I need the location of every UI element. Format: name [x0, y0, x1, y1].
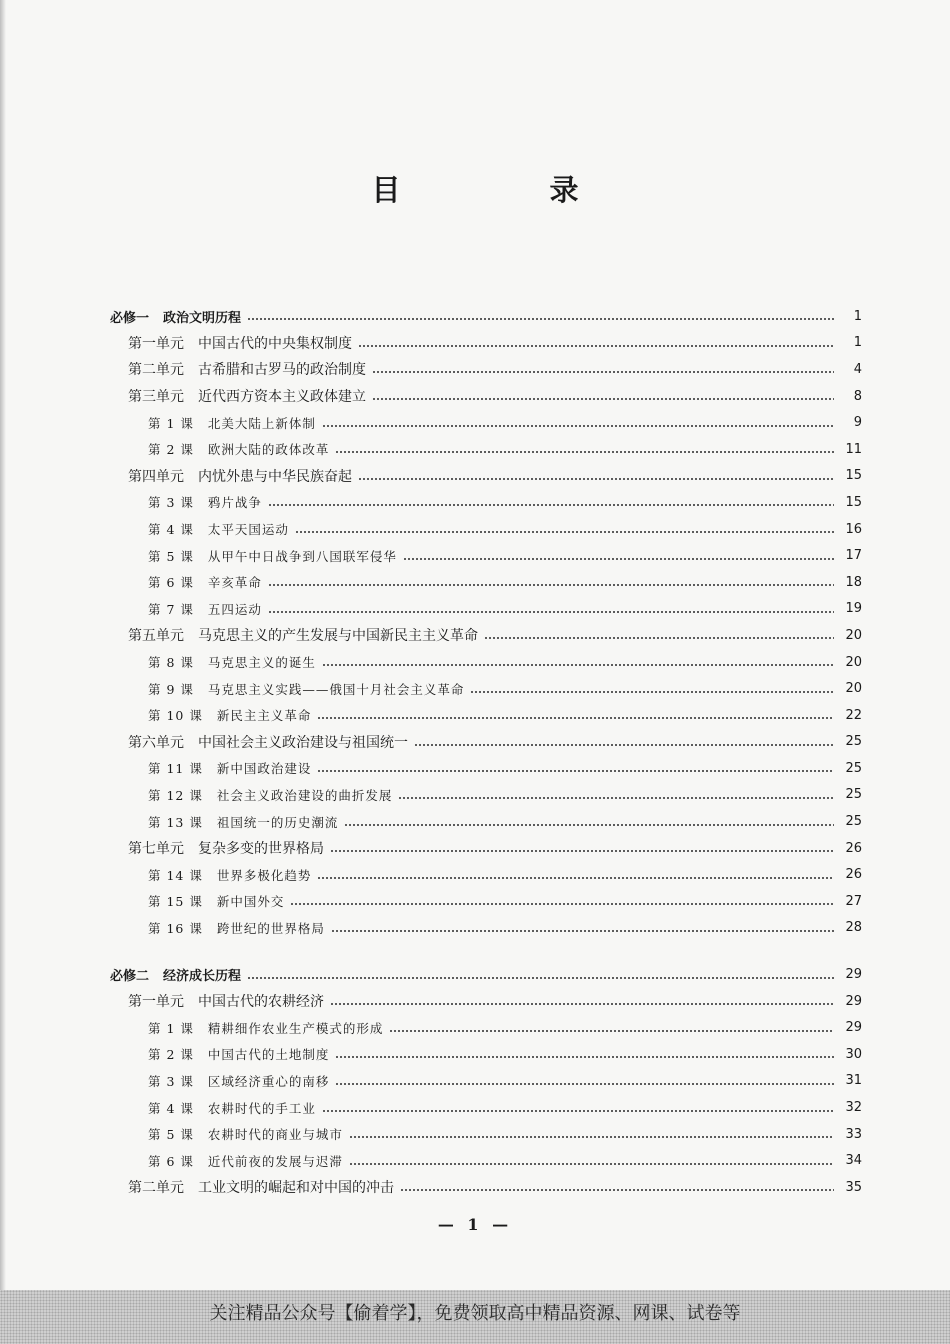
toc-entry-label: 第一单元: [128, 335, 184, 352]
toc-entry-page: 33: [845, 1126, 862, 1142]
toc-entry-page: 15: [845, 468, 862, 484]
toc-entry-lesson[interactable]: [110, 702, 862, 729]
dot-leader: [372, 388, 834, 404]
dot-leader: [322, 1100, 834, 1116]
dot-leader: [344, 814, 834, 830]
toc-entry-label: 第 16 课: [148, 920, 203, 936]
toc-entry-label: 第 3 课: [148, 1073, 194, 1089]
toc-entry-title: 马克思主义的诞生: [207, 655, 316, 671]
toc-entry-title: 中国社会主义政治建设与祖国统一: [198, 734, 408, 751]
table-of-contents: [110, 303, 862, 1201]
dot-leader: [268, 574, 834, 590]
dot-leader: [389, 1020, 834, 1036]
toc-entry-label: 第 7 课: [148, 601, 194, 617]
toc-entry-label: 第 4 课: [148, 522, 194, 538]
toc-entry-label: 第六单元: [128, 734, 184, 751]
toc-entry-title: 新民主主义革命: [216, 708, 312, 724]
toc-entry-title: 内忧外患与中华民族奋起: [198, 468, 352, 485]
toc-entry-label: 第 5 课: [148, 1127, 194, 1143]
toc-entry-label: 第 14 课: [148, 867, 203, 883]
toc-entry-title: 复杂多变的世界格局: [198, 841, 324, 858]
footer-banner-text: 关注精品公众号【偷着学】，免费领取高中精品资源、网课、试卷等: [209, 1303, 741, 1324]
toc-entry-page: 20: [845, 654, 862, 670]
toc-entry-page: 20: [845, 681, 862, 697]
section-gap: [110, 941, 862, 961]
dot-leader: [331, 920, 834, 936]
dot-leader: [358, 468, 834, 484]
dot-leader: [295, 521, 834, 537]
toc-entry-lesson[interactable]: [110, 861, 862, 888]
toc-entry-lesson[interactable]: [110, 675, 862, 702]
toc-entry-label: 第二单元: [128, 1180, 184, 1197]
dot-leader: [317, 867, 834, 883]
toc-entry-page: 20: [845, 627, 862, 643]
dot-leader: [268, 494, 834, 510]
toc-entry-title: 北美大陆上新体制: [207, 415, 316, 431]
toc-entry-unit[interactable]: [110, 835, 862, 862]
toc-entry-lesson[interactable]: [110, 569, 862, 596]
toc-entry-label: 第五单元: [128, 628, 184, 645]
toc-entry-label: 第 5 课: [148, 548, 194, 564]
toc-entry-unit[interactable]: [110, 988, 862, 1015]
dot-leader: [322, 415, 834, 431]
toc-entry-title: 工业文明的崛起和对中国的冲击: [198, 1180, 394, 1197]
toc-entry-title: 社会主义政治建设的曲折发展: [216, 787, 393, 803]
toc-entry-lesson[interactable]: [110, 1094, 862, 1121]
toc-entry-title: 世界多极化趋势: [216, 867, 312, 883]
toc-entry-page: 9: [853, 415, 862, 431]
dot-leader: [290, 893, 834, 909]
toc-entry-label: 第 10 课: [148, 708, 203, 724]
toc-entry-title: 中国古代的中央集权制度: [198, 335, 352, 352]
dot-leader: [335, 441, 834, 457]
dot-leader: [398, 787, 834, 803]
toc-entry-lesson[interactable]: [110, 409, 862, 436]
dot-leader: [322, 654, 834, 670]
toc-entry-module[interactable]: [110, 961, 862, 988]
toc-entry-page: 4: [853, 361, 862, 377]
dot-leader: [349, 1126, 834, 1142]
toc-entry-lesson[interactable]: [110, 808, 862, 835]
toc-entry-page: 34: [845, 1153, 862, 1169]
toc-entry-title: 政治文明历程: [163, 310, 242, 326]
toc-entry-title: 近代前夜的发展与迟滞: [207, 1153, 343, 1169]
dot-leader: [330, 840, 834, 856]
toc-entry-title: 从甲午中日战争到八国联军侵华: [207, 548, 397, 564]
toc-entry-label: 第 9 课: [148, 681, 194, 697]
dot-leader: [358, 335, 834, 351]
toc-entry-title: 古希腊和古罗马的政治制度: [198, 362, 366, 379]
dot-leader: [335, 1073, 834, 1089]
toc-entry-label: 第 8 课: [148, 655, 194, 671]
toc-entry-title: 太平天国运动: [207, 522, 289, 538]
toc-entry-page: 25: [845, 760, 862, 776]
toc-entry-title: 欧洲大陆的政体改革: [207, 442, 330, 458]
toc-entry-label: 第三单元: [128, 389, 184, 406]
toc-entry-lesson[interactable]: [110, 489, 862, 516]
toc-entry-lesson[interactable]: [110, 1147, 862, 1174]
toc-entry-label: 第二单元: [128, 362, 184, 379]
toc-entry-label: 第 12 课: [148, 787, 203, 803]
toc-entry-title: 中国古代的农耕经济: [198, 994, 324, 1011]
toc-entry-page: 1: [853, 335, 862, 351]
toc-entry-page: 29: [845, 993, 862, 1009]
toc-entry-page: 15: [845, 494, 862, 510]
toc-entry-unit[interactable]: [110, 463, 862, 490]
toc-entry-title: 五四运动: [207, 601, 262, 617]
toc-entry-title: 辛亥革命: [207, 575, 262, 591]
dot-leader: [403, 548, 834, 564]
dot-leader: [247, 308, 834, 324]
toc-entry-title: 马克思主义的产生发展与中国新民主主义革命: [198, 628, 478, 645]
toc-entry-lesson[interactable]: [110, 915, 862, 942]
toc-entry-lesson[interactable]: [110, 516, 862, 543]
toc-entry-module[interactable]: [110, 303, 862, 330]
toc-entry-title: 跨世纪的世界格局: [216, 920, 325, 936]
footer-banner: [0, 1290, 950, 1344]
toc-entry-label: 第 11 课: [148, 761, 203, 777]
toc-entry-title: 农耕时代的商业与城市: [207, 1127, 343, 1143]
toc-entry-page: 18: [845, 574, 862, 590]
toc-entry-title: 新中国政治建设: [216, 761, 312, 777]
toc-entry-page: 11: [845, 441, 862, 457]
toc-entry-page: 25: [845, 814, 862, 830]
toc-entry-lesson[interactable]: [110, 596, 862, 623]
toc-entry-page: 29: [845, 967, 862, 983]
toc-entry-lesson[interactable]: [110, 755, 862, 782]
toc-entry-unit[interactable]: [110, 1174, 862, 1201]
toc-entry-title: 近代西方资本主义政体建立: [198, 389, 366, 406]
toc-entry-title: 祖国统一的历史潮流: [216, 814, 339, 830]
dot-leader: [349, 1153, 834, 1169]
toc-entry-lesson[interactable]: [110, 649, 862, 676]
toc-entry-page: 17: [845, 548, 862, 564]
toc-entry-label: 第七单元: [128, 841, 184, 858]
toc-entry-page: 29: [845, 1020, 862, 1036]
toc-entry-unit[interactable]: [110, 729, 862, 756]
toc-entry-label: 第 6 课: [148, 1153, 194, 1169]
toc-entry-title: 区域经济重心的南移: [207, 1073, 330, 1089]
toc-entry-page: 35: [845, 1179, 862, 1195]
toc-entry-page: 26: [845, 840, 862, 856]
dot-leader: [484, 627, 834, 643]
toc-entry-label: 第 2 课: [148, 442, 194, 458]
toc-entry-lesson[interactable]: [110, 1121, 862, 1148]
toc-entry-unit[interactable]: [110, 356, 862, 383]
dot-leader: [247, 967, 834, 983]
toc-entry-label: 必修二: [110, 969, 150, 985]
dot-leader: [330, 993, 834, 1009]
toc-entry-unit[interactable]: [110, 622, 862, 649]
toc-entry-label: 第 15 课: [148, 894, 203, 910]
toc-entry-page: 28: [845, 920, 862, 936]
page-number: — 1 —: [437, 1215, 513, 1234]
toc-entry-label: 第 3 课: [148, 495, 194, 511]
dot-leader: [470, 681, 834, 697]
dot-leader: [317, 707, 834, 723]
toc-entry-title: 精耕细作农业生产模式的形成: [207, 1020, 384, 1036]
toc-entry-label: 第 6 课: [148, 575, 194, 591]
toc-entry-lesson[interactable]: [110, 436, 862, 463]
page-title: 目 录: [371, 173, 639, 207]
toc-entry-lesson[interactable]: [110, 542, 862, 569]
dot-leader: [268, 601, 834, 617]
toc-entry-label: 必修一: [110, 310, 150, 326]
toc-entry-lesson[interactable]: [110, 782, 862, 809]
toc-entry-title: 农耕时代的手工业: [207, 1100, 316, 1116]
toc-entry-page: 19: [845, 601, 862, 617]
toc-entry-unit[interactable]: [110, 383, 862, 410]
toc-entry-label: 第 4 课: [148, 1100, 194, 1116]
dot-leader: [372, 361, 834, 377]
toc-entry-page: 32: [845, 1100, 862, 1116]
toc-entry-label: 第 1 课: [148, 1020, 194, 1036]
dot-leader: [414, 734, 834, 750]
toc-entry-page: 30: [845, 1046, 862, 1062]
dot-leader: [335, 1046, 834, 1062]
toc-entry-unit[interactable]: [110, 330, 862, 357]
toc-entry-page: 25: [845, 734, 862, 750]
toc-entry-title: 鸦片战争: [207, 495, 262, 511]
toc-entry-lesson[interactable]: [110, 1068, 862, 1095]
toc-entry-page: 31: [845, 1073, 862, 1089]
toc-entry-page: 27: [845, 893, 862, 909]
toc-entry-page: 1: [853, 308, 862, 324]
toc-entry-page: 16: [845, 521, 862, 537]
dot-leader: [317, 760, 834, 776]
toc-entry-lesson[interactable]: [110, 1014, 862, 1041]
toc-entry-title: 经济成长历程: [163, 969, 242, 985]
toc-entry-label: 第 1 课: [148, 415, 194, 431]
toc-entry-page: 22: [845, 707, 862, 723]
toc-entry-label: 第一单元: [128, 994, 184, 1011]
toc-entry-label: 第 13 课: [148, 814, 203, 830]
toc-entry-label: 第四单元: [128, 468, 184, 485]
toc-entry-lesson[interactable]: [110, 1041, 862, 1068]
toc-entry-title: 中国古代的土地制度: [207, 1047, 330, 1063]
toc-entry-page: 25: [845, 787, 862, 803]
toc-entry-page: 26: [845, 867, 862, 883]
toc-entry-lesson[interactable]: [110, 888, 862, 915]
toc-entry-label: 第 2 课: [148, 1047, 194, 1063]
toc-entry-title: 新中国外交: [216, 894, 285, 910]
dot-leader: [400, 1179, 834, 1195]
toc-entry-page: 8: [853, 388, 862, 404]
toc-entry-title: 马克思主义实践——俄国十月社会主义革命: [207, 681, 465, 697]
